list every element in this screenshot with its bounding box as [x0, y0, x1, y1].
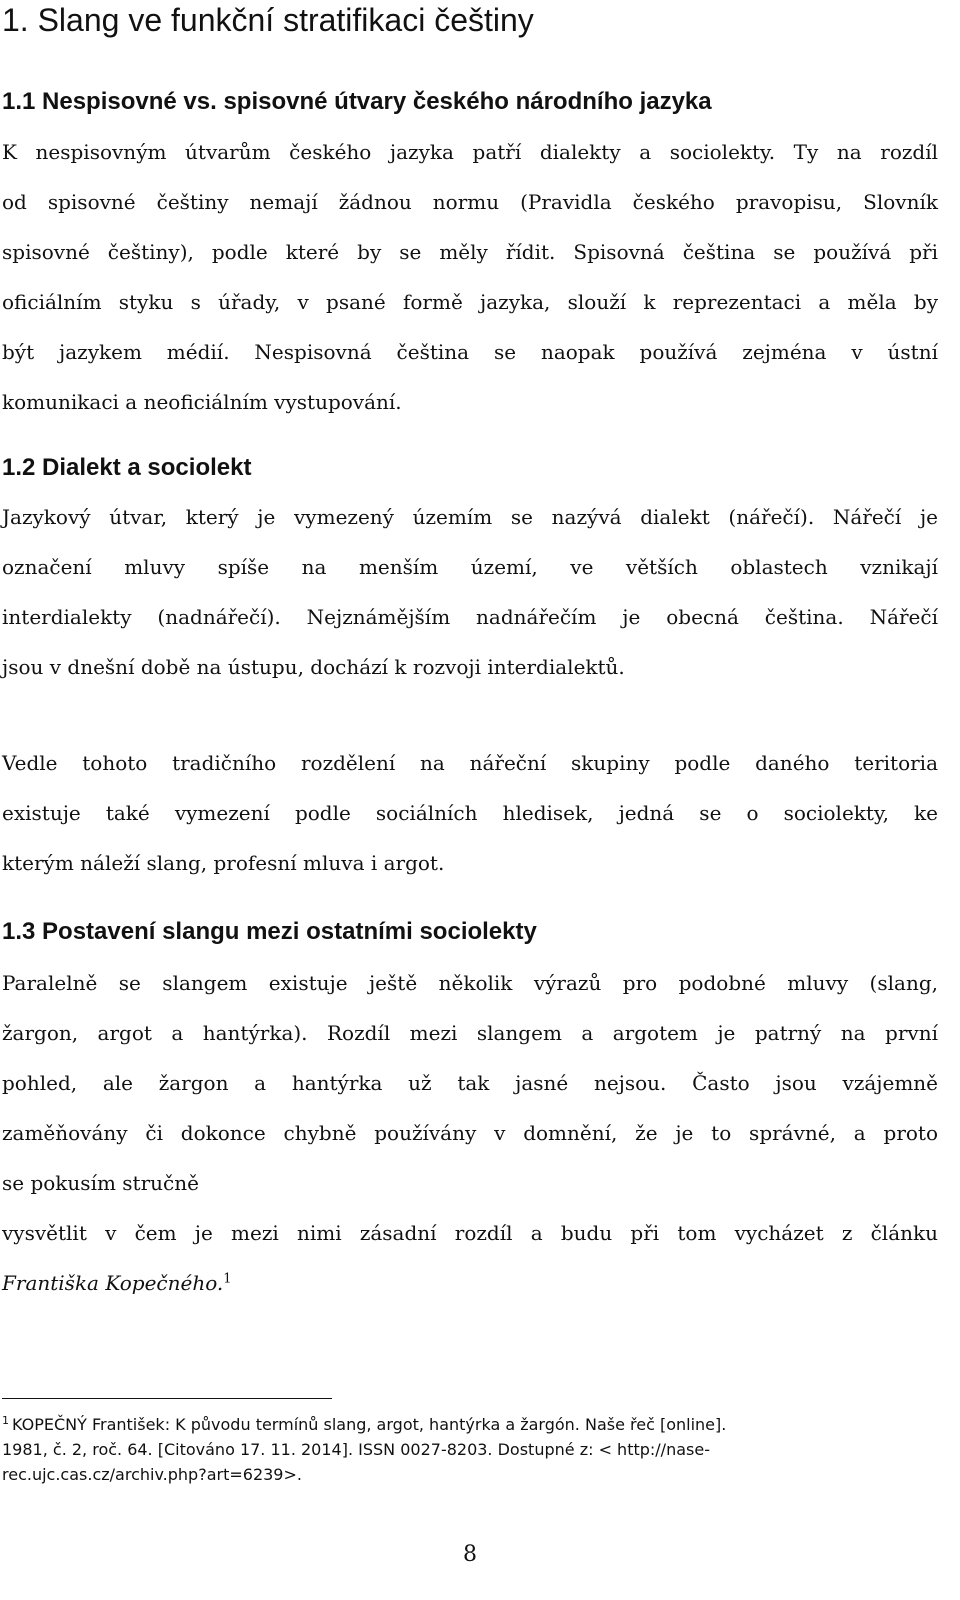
section-heading-1-2: 1.2 Dialekt a sociolekt	[2, 454, 252, 481]
section-1-3-paragraph	[2, 958, 938, 1308]
paragraph-line: existuje také vymezení podle sociálních hledisek, jedná se o sociolekty, ke	[2, 801, 938, 825]
footnote-text: KOPEČNÝ František: K původu termínů slang, argot, hantýrka a žargón. Naše řeč [online].	[12, 1415, 727, 1434]
section-1-2-paragraph-2	[2, 738, 938, 888]
paragraph-line: Paralelně se slangem existuje ještě několik výrazů pro podobné mluvy (slang,	[2, 971, 938, 995]
paragraph-line: jsou v dnešní době na ústupu, dochází k rozvoji interdialektů.	[2, 655, 625, 679]
paragraph-line: vysvětlit v čem je mezi nimi zásadní rozdíl a budu při tom vycházet z článku	[2, 1221, 938, 1245]
footnote-separator	[2, 1398, 332, 1399]
paragraph-line: kterým náleží slang, profesní mluva i argot.	[2, 851, 445, 875]
section-heading-1-1: 1.1 Nespisovné vs. spisovné útvary českého národního jazyka	[2, 88, 712, 115]
footnote-line	[2, 1412, 938, 1437]
footnote-mark: 1	[2, 1413, 9, 1427]
paragraph-line: od spisovné češtiny nemají žádnou normu (Pravidla českého pravopisu, Slovník	[2, 190, 938, 214]
section-heading-1-3: 1.3 Postavení slangu mezi ostatními sociolekty	[2, 918, 537, 945]
footnote-line: rec.ujc.cas.cz/archiv.php?art=6239>.	[2, 1465, 302, 1484]
paragraph-line: být jazykem médií. Nespisovná čeština se naopak používá zejména v ústní	[2, 340, 938, 364]
paragraph-line: spisovné češtiny), podle které by se měly řídit. Spisovná čeština se používá při	[2, 240, 938, 264]
paragraph-line: se pokusím stručně	[2, 1171, 199, 1195]
footnote	[2, 1412, 938, 1487]
paragraph-line: oficiálním styku s úřady, v psané formě jazyka, slouží k reprezentaci a měla by	[2, 290, 938, 314]
paragraph-line: zaměňovány či dokonce chybně používány v domnění, že je to správné, a proto	[2, 1121, 938, 1145]
cited-author-name: Františka Kopečného.	[2, 1271, 224, 1295]
section-1-2-paragraph-1	[2, 492, 938, 692]
paragraph-line: pohled, ale žargon a hantýrka už tak jasné nejsou. Často jsou vzájemně	[2, 1071, 938, 1095]
paragraph-line: K nespisovným útvarům českého jazyka patří dialekty a sociolekty. Ty na rozdíl	[2, 140, 938, 164]
chapter-title: 1. Slang ve funkční stratifikaci češtiny	[2, 2, 534, 38]
paragraph-line: žargon, argot a hantýrka). Rozdíl mezi slangem a argotem je patrný na první	[2, 1021, 938, 1045]
paragraph-line: Jazykový útvar, který je vymezený územím se nazývá dialekt (nářečí). Nářečí je	[2, 505, 938, 529]
citation-line	[2, 1258, 938, 1308]
paragraph-line: komunikaci a neoficiálním vystupování.	[2, 390, 402, 414]
paragraph-line: označení mluvy spíše na menším území, ve větších oblastech vznikají	[2, 555, 938, 579]
paragraph-line: Vedle tohoto tradičního rozdělení na nářeční skupiny podle daného teritoria	[2, 751, 938, 775]
footnote-line: 1981, č. 2, roč. 64. [Citováno 17. 11. 2014]. ISSN 0027-8203. Dostupné z: < http://nase-	[2, 1440, 710, 1459]
paragraph-line: interdialekty (nadnářečí). Nejznámějším nadnářečím je obecná čeština. Nářečí	[2, 605, 938, 629]
section-1-1-paragraph	[2, 127, 938, 427]
page-number: 8	[463, 1542, 477, 1567]
footnote-reference[interactable]: 1	[223, 1271, 232, 1287]
